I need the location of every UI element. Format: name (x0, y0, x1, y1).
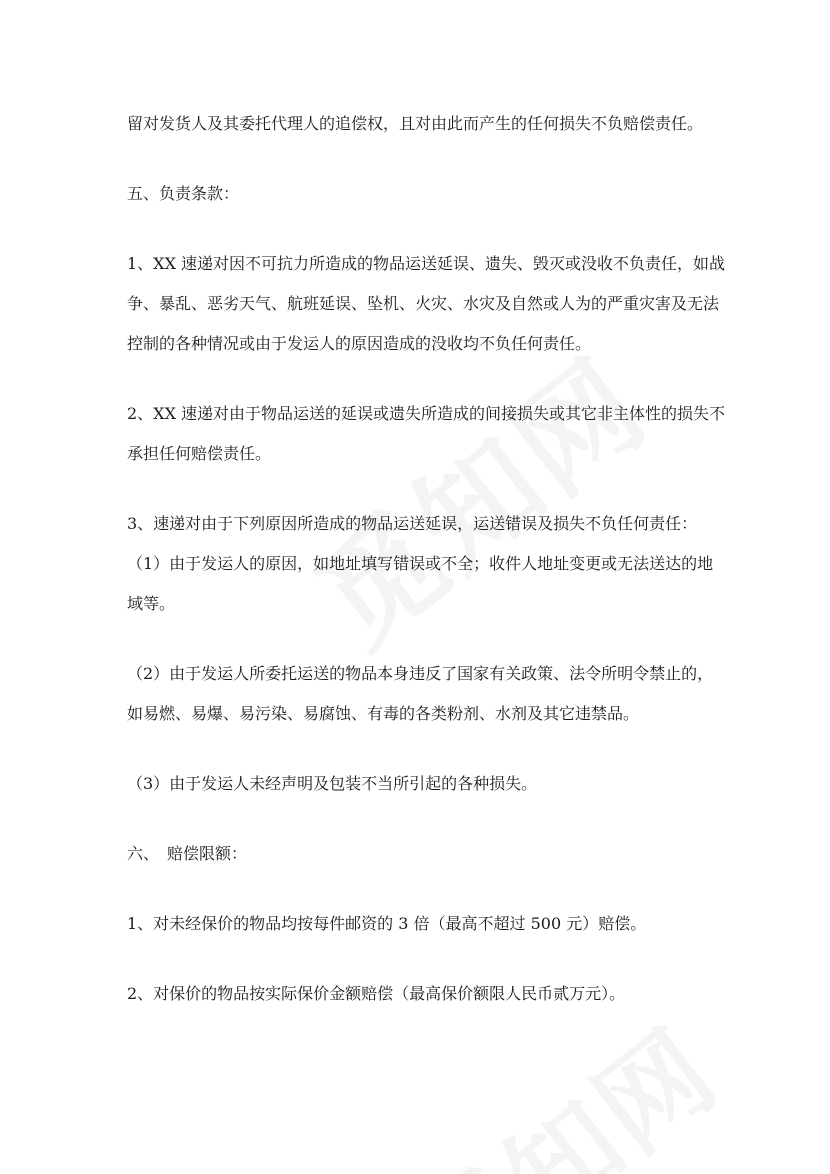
paragraph-continuation: 留对发货人及其委托代理人的追偿权，且对由此而产生的任何损失不负赔偿责任。 (127, 114, 704, 133)
section-heading-liability: 五、负责条款： (127, 184, 240, 203)
clause-1: 1、XX 速递对因不可抗力所造成的物品运送延误、遗失、毁灭或没收不负责任，如战 争、暴乱、恶劣天气、航班延误、坠机、火灾、水灾及自然或人为的严重灾害及无法控制的各种情况或由于发运人的原因造成的没收均不负任何责任。 (127, 254, 731, 353)
clause-3: 3、速递对由于下列原因所造成的物品运送延误，运送错误及损失不负任何责任： (127, 514, 698, 533)
document-body (127, 104, 731, 1014)
compensation-clause-2: 2、对保价的物品按实际保价金额赔偿（最高保价额限人民币贰万元）。 (127, 984, 626, 1003)
sub-clause-1: （1）由于发运人的原因，如地址填写错误或不全；收件人地址变更或无法送达的地域等。 (127, 554, 714, 613)
watermark (378, 986, 745, 1174)
compensation-clause-1: 1、对未经保价的物品均按每件邮资的 3 倍（最高不超过 500 元）赔偿。 (127, 914, 647, 933)
clause-2: 2、XX 速递对由于物品运送的延误或遗失所造成的间接损失或其它非主体性的损失不承担任何赔偿责任。 (127, 404, 726, 463)
section-heading-compensation: 六、 赔偿限额： (127, 844, 248, 863)
sub-clause-2: （2）由于发运人所委托运送的物品本身违反了国家有关政策、法令所明令禁止的，如易燃、易爆、易污染、易腐蚀、有毒的各类粉剂、水剂及其它违禁品。 (127, 664, 714, 723)
sub-clause-3: （3）由于发运人未经声明及包装不当所引起的各种损失。 (127, 774, 538, 793)
